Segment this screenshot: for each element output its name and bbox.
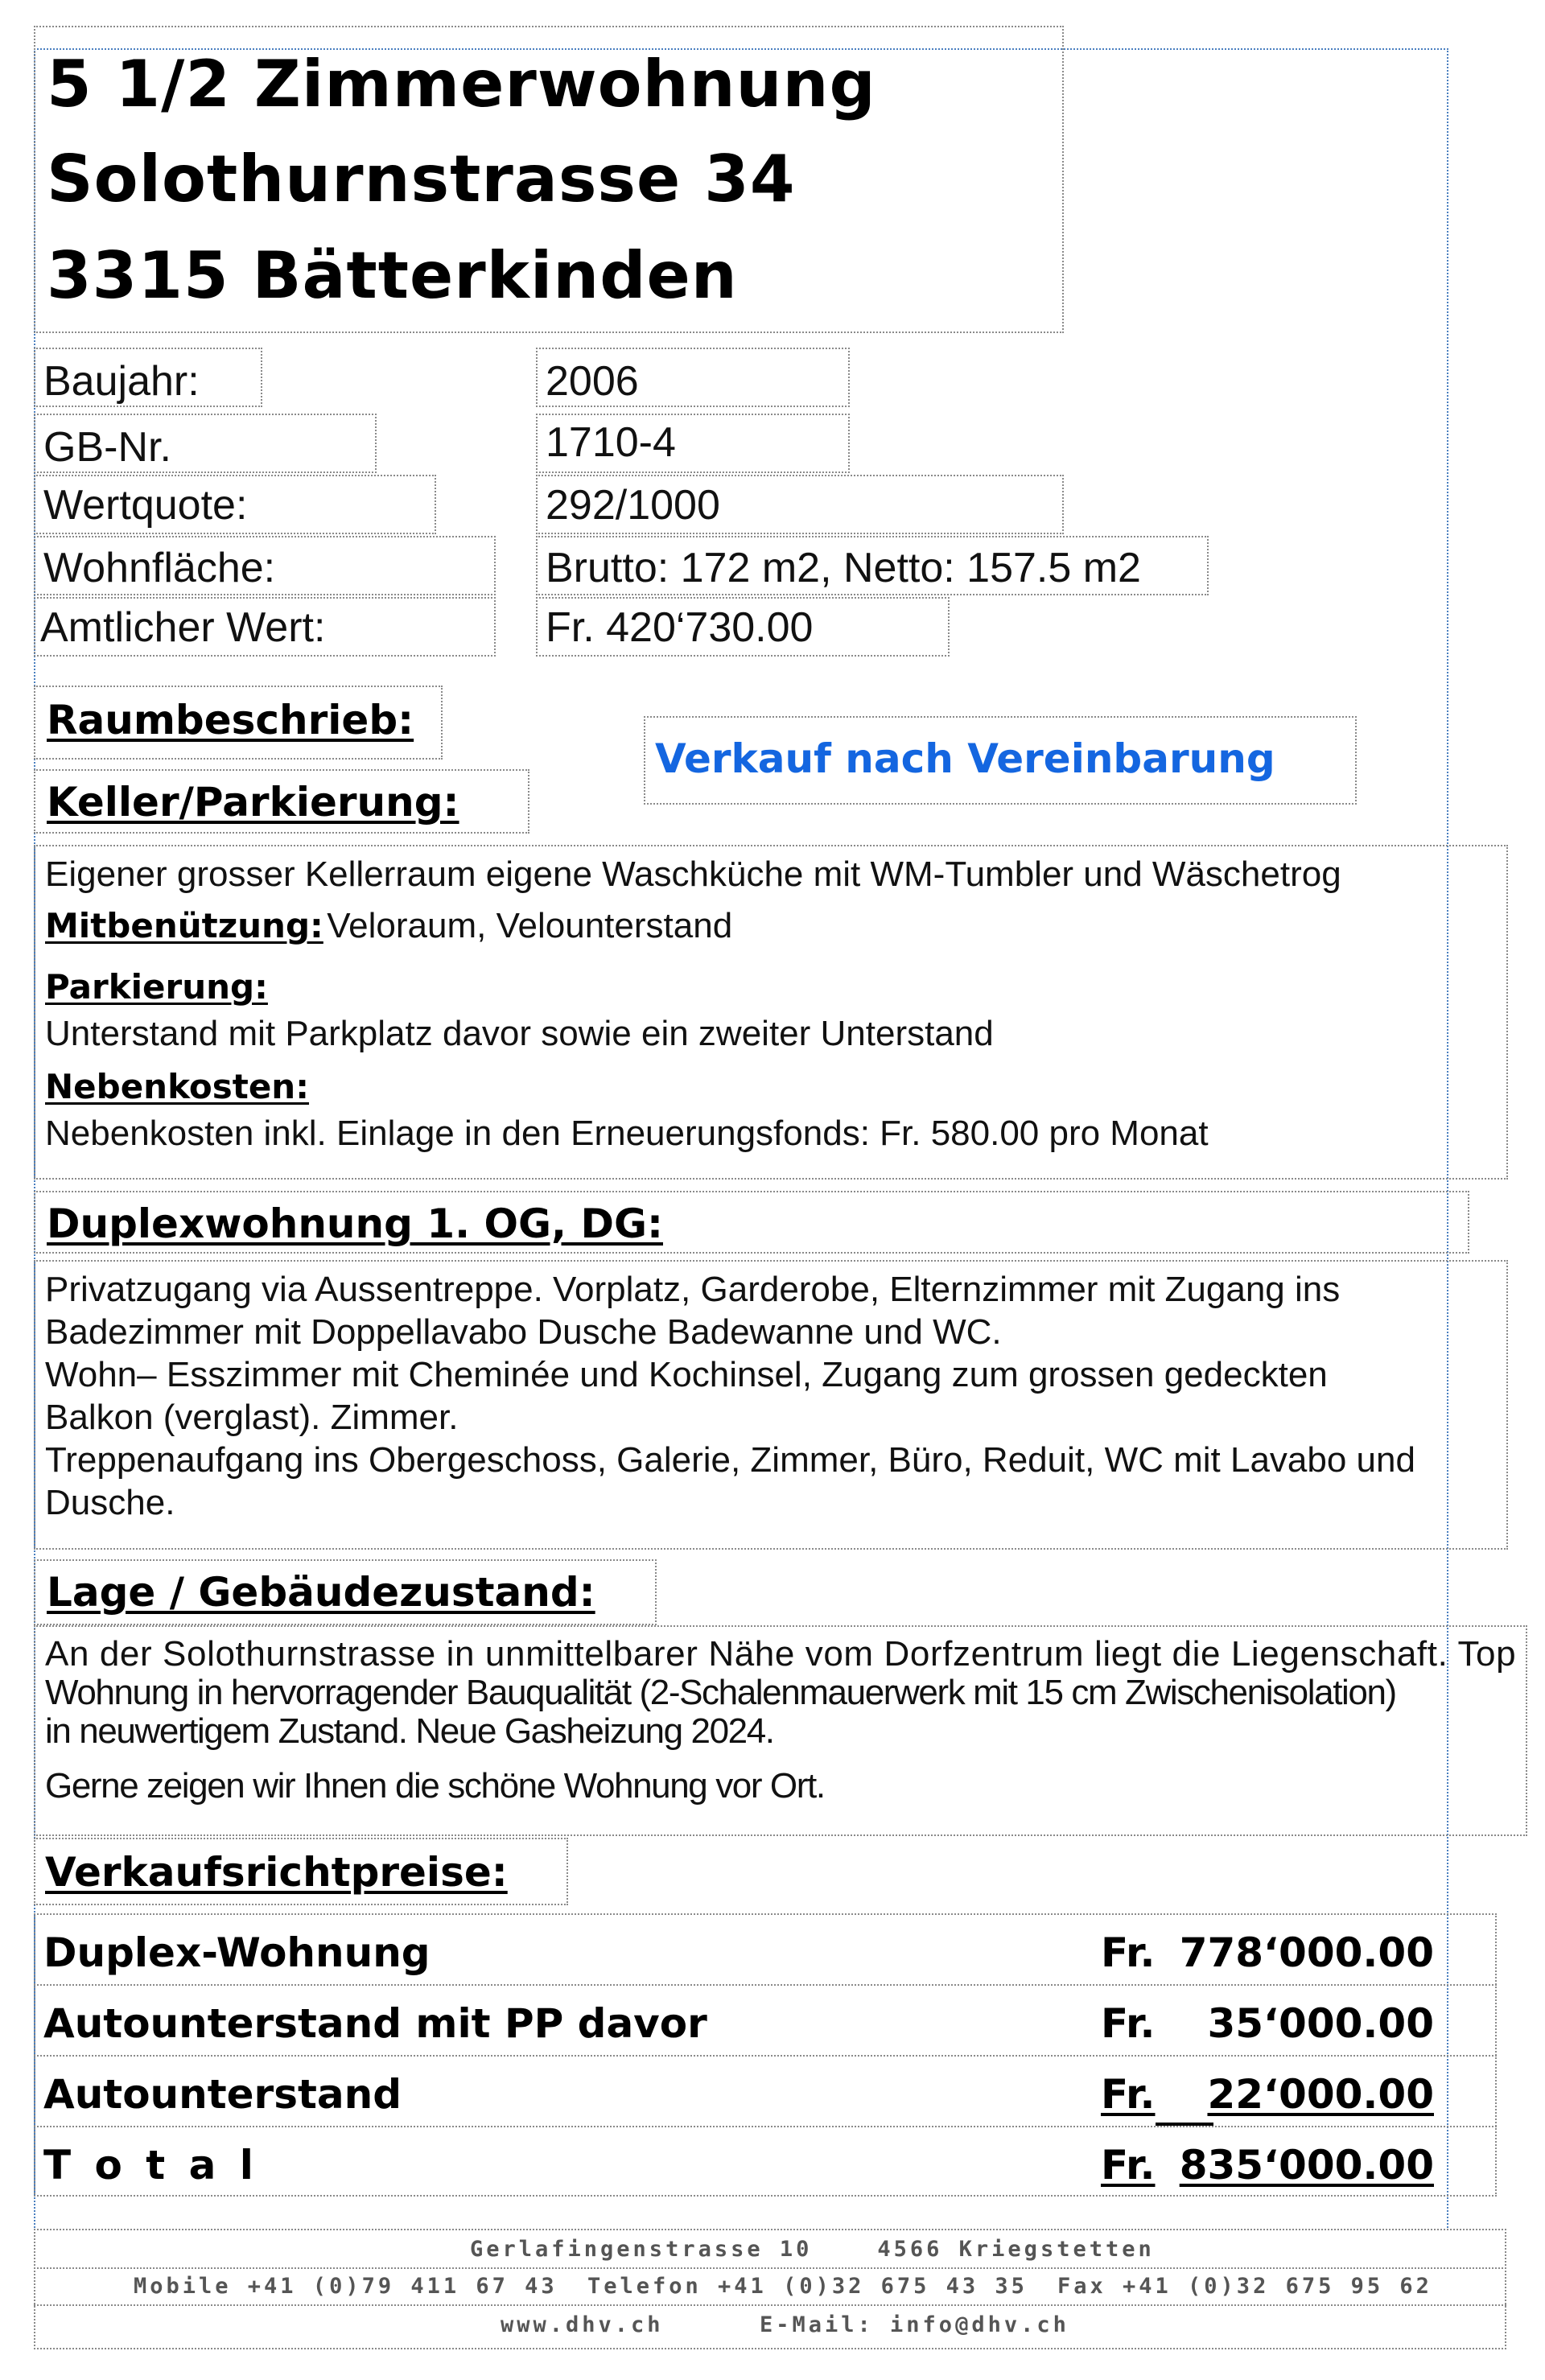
price-row-divider-2: [34, 2055, 1497, 2057]
fact-label-wertquote: Wertquote:: [43, 482, 248, 529]
lage-line-3: in neuwertigem Zustand. Neue Gasheizung 2024.: [45, 1711, 774, 1751]
fact-value-baujahr: 2006: [546, 358, 639, 405]
price-currency-total: Fr.: [1101, 2142, 1156, 2189]
footer-email[interactable]: E-Mail: info@dhv.ch: [760, 2312, 1069, 2337]
price-row-divider-1: [34, 1984, 1497, 1986]
fact-value-amtlicher-wert: Fr. 420‘730.00: [546, 604, 814, 651]
footer-divider-1: [34, 2267, 1506, 2269]
price-currency-autounterstand-pp: Fr.: [1101, 2000, 1156, 2047]
sale-notice: Verkauf nach Vereinbarung: [655, 735, 1275, 782]
title-line-1: 5 1/2 Zimmerwohnung: [47, 47, 876, 121]
duplex-line-5: Treppenaufgang ins Obergeschoss, Galerie, Zimmer, Büro, Reduit, WC mit Lavabo und: [45, 1440, 1415, 1480]
price-amount-total: 835‘000.00: [1179, 2142, 1434, 2189]
parkierung-text: Unterstand mit Parkplatz davor sowie ein zweiter Unterstand: [45, 1014, 994, 1053]
duplex-line-2: Badezimmer mit Doppellavabo Dusche Badewanne und WC.: [45, 1312, 1002, 1352]
price-currency-duplex: Fr.: [1101, 1929, 1156, 1976]
duplex-title: Duplexwohnung 1. OG, DG:: [47, 1200, 663, 1247]
footer-phone: Telefon +41 (0)32 675 43 35: [587, 2274, 1028, 2299]
price-underline-spacer: [1156, 2123, 1213, 2126]
lage-closing: Gerne zeigen wir Ihnen die schöne Wohnung vor Ort.: [45, 1766, 825, 1806]
mitbenutzung-label: Mitbenützung:: [45, 906, 323, 945]
duplex-line-6: Dusche.: [45, 1483, 175, 1522]
price-row-divider-3: [34, 2126, 1497, 2127]
footer-divider-2: [34, 2304, 1506, 2306]
price-label-total: T o t a l: [43, 2142, 258, 2189]
lage-title: Lage / Gebäudezustand:: [47, 1569, 595, 1616]
mitbenutzung-text: Veloraum, Velounterstand: [327, 906, 733, 945]
price-amount-autounterstand-pp: 35‘000.00: [1207, 2000, 1434, 2047]
fact-value-wertquote: 292/1000: [546, 482, 720, 529]
price-label-autounterstand-pp: Autounterstand mit PP davor: [43, 2000, 707, 2047]
lage-line-2: Wohnung in hervorragender Bauqualität (2-Schalenmauerwerk mit 15 cm Zwischenisolation): [45, 1673, 1396, 1712]
mitbenutzung-line: [45, 904, 732, 947]
price-label-autounterstand: Autounterstand: [43, 2071, 402, 2118]
nebenkosten-text: Nebenkosten inkl. Einlage in den Erneuerungsfonds: Fr. 580.00 pro Monat: [45, 1114, 1209, 1153]
lage-line-1: An der Solothurnstrasse in unmittelbarer Nähe vom Dorfzentrum liegt die Liegenschaft. Top: [45, 1634, 1517, 1674]
footer-mobile: Mobile +41 (0)79 411 67 43: [134, 2274, 558, 2299]
fact-label-baujahr: Baujahr:: [43, 358, 200, 405]
price-amount-duplex: 778‘000.00: [1179, 1929, 1434, 1976]
duplex-line-3: Wohn– Esszimmer mit Cheminée und Kochinsel, Zugang zum grossen gedeckten: [45, 1355, 1328, 1394]
raumbeschrieb-title: Raumbeschrieb:: [47, 697, 414, 743]
fact-label-amtlicher-wert: Amtlicher Wert:: [40, 604, 326, 651]
fact-value-gbnr: 1710-4: [546, 419, 676, 466]
duplex-line-4: Balkon (verglast). Zimmer.: [45, 1398, 459, 1437]
title-line-3: 3315 Bätterkinden: [47, 238, 738, 313]
fact-value-wohnflaeche: Brutto: 172 m2, Netto: 157.5 m2: [546, 545, 1141, 591]
title-line-2: Solothurnstrasse 34: [47, 142, 796, 216]
nebenkosten-label: Nebenkosten:: [45, 1067, 310, 1106]
fact-label-gbnr: GB-Nr.: [43, 424, 171, 471]
fact-label-wohnflaeche: Wohnfläche:: [43, 545, 276, 591]
keller-text: Eigener grosser Kellerraum eigene Waschküche mit WM-Tumbler und Wäschetrog: [45, 854, 1341, 894]
footer-address: Gerlafingenstrasse 10 4566 Kriegstetten: [470, 2237, 1155, 2262]
footer-fax: Fax +41 (0)32 675 95 62: [1057, 2274, 1432, 2299]
keller-title: Keller/Parkierung:: [47, 779, 459, 826]
parkierung-label: Parkierung:: [45, 967, 268, 1007]
prices-title: Verkaufsrichtpreise:: [45, 1849, 508, 1896]
price-currency-autounterstand: Fr.: [1101, 2071, 1156, 2118]
footer-web[interactable]: www.dhv.ch: [501, 2312, 664, 2337]
duplex-line-1: Privatzugang via Aussentreppe. Vorplatz, Garderobe, Elternzimmer mit Zugang ins: [45, 1270, 1341, 1309]
price-label-duplex: Duplex-Wohnung: [43, 1929, 431, 1976]
price-amount-autounterstand: 22‘000.00: [1207, 2071, 1434, 2118]
